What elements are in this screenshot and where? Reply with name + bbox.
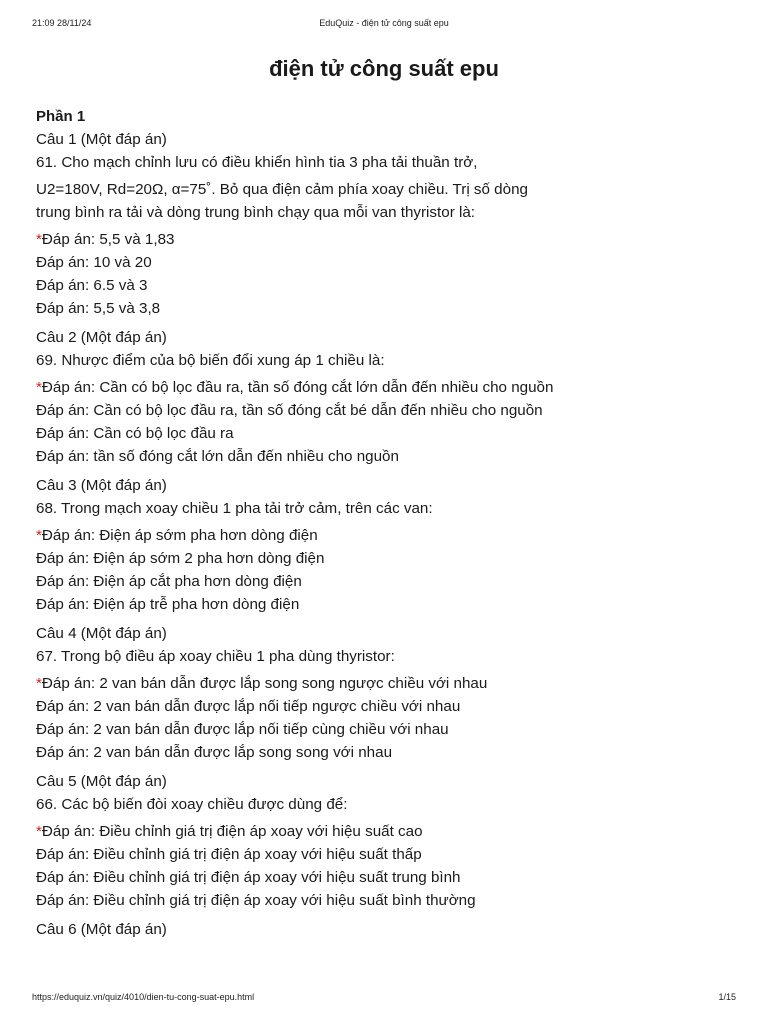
answer-correct [36,820,732,843]
answer-list [36,376,732,469]
question-text [36,793,732,816]
answer-text: Đáp án: 5,5 và 1,83 [41,230,175,248]
answer-correct [36,376,732,399]
question-text-line: 68. Trong mạch xoay chiều 1 pha tải trở cảm, trên các van: [36,500,433,518]
answer-option: Đáp án: 10 và 20 [36,253,152,271]
correct-marker: * [36,230,42,248]
answer-option: Đáp án: 2 van bán dẫn được lắp nối tiếp cùng chiều với nhau [36,721,449,739]
answer-list [36,524,732,617]
question-text [36,497,732,520]
question-2 [36,326,732,468]
answer-option: Đáp án: Điện áp sớm 2 pha hơn dòng điện [36,549,325,567]
answer-option: Đáp án: Điều chỉnh giá trị điện áp xoay với hiệu suất thấp [36,845,422,863]
answer-option: Đáp án: tần số đóng cắt lớn dẫn đến nhiều cho nguồn [36,448,399,466]
question-text-line: U2=180V, Rd=20Ω, α=75˚. Bỏ qua điện cảm phía xoay chiều. Trị số dòng [36,181,528,199]
question-text-line: 69. Nhược điểm của bộ biến đổi xung áp 1 chiều là: [36,352,385,370]
question-5 [36,770,732,912]
page-title: điện tử công suất epu [269,56,499,81]
correct-marker: * [36,378,42,396]
print-url: https://eduquiz.vn/quiz/4010/dien-tu-cong-suat-epu.html [32,992,255,1002]
question-3 [36,474,732,616]
page-number: 1/15 [718,992,736,1002]
correct-marker: * [36,822,42,840]
question-label: Câu 4 (Một đáp án) [36,625,167,643]
answer-option: Đáp án: 2 van bán dẫn được lắp nối tiếp ngược chiều với nhau [36,697,461,715]
quiz-content [36,106,732,947]
answer-list [36,228,732,321]
answer-option: Đáp án: Cần có bộ lọc đầu ra [36,425,234,443]
correct-marker: * [36,674,42,692]
section-title: Phần 1 [36,108,86,125]
answer-list [36,820,732,913]
question-text [36,151,732,225]
print-doc-title: EduQuiz - điện tử công suất epu [319,18,449,28]
answer-correct [36,672,732,695]
question-text [36,349,732,372]
question-label: Câu 5 (Một đáp án) [36,773,167,791]
question-label: Câu 6 (Một đáp án) [36,921,167,939]
print-footer [32,992,736,1006]
question-4 [36,622,732,764]
answer-option: Đáp án: 5,5 và 3,8 [36,300,161,318]
answer-option: Đáp án: Điều chỉnh giá trị điện áp xoay với hiệu suất trung bình [36,869,461,887]
answer-text: Đáp án: Điện áp sớm pha hơn dòng điện [41,526,318,544]
correct-marker: * [36,526,42,544]
answer-text: Đáp án: Điều chỉnh giá trị điện áp xoay với hiệu suất cao [41,822,423,840]
answer-option: Đáp án: Điều chỉnh giá trị điện áp xoay với hiệu suất bình thường [36,892,476,910]
question-6 [36,918,732,941]
answer-text: Đáp án: 2 van bán dẫn được lắp song song ngược chiều với nhau [41,674,488,692]
question-label: Câu 1 (Một đáp án) [36,131,167,148]
question-text-line: 67. Trong bộ điều áp xoay chiều 1 pha dùng thyristor: [36,648,395,666]
question-text-line: trung bình ra tải và dòng trung bình chạy qua mỗi van thyristor là: [36,204,476,222]
question-text-line: 61. Cho mạch chỉnh lưu có điều khiển hình tia 3 pha tải thuần trở, [36,154,478,171]
print-datetime: 21:09 28/11/24 [32,18,92,28]
question-1 [36,128,732,320]
answer-list [36,672,732,765]
answer-option: Đáp án: 2 van bán dẫn được lắp song song với nhau [36,744,393,762]
answer-option: Đáp án: Điện áp trễ pha hơn dòng điện [36,596,300,614]
question-label: Câu 2 (Một đáp án) [36,329,167,347]
answer-correct [36,524,732,547]
question-text-line: 66. Các bộ biến đòi xoay chiều được dùng để: [36,796,348,814]
question-text [36,645,732,668]
answer-option: Đáp án: Cần có bộ lọc đầu ra, tần số đóng cắt bé dẫn đến nhiều cho nguồn [36,401,543,419]
print-header [32,18,736,32]
answer-option: Đáp án: Điện áp cắt pha hơn dòng điện [36,573,302,591]
answer-option: Đáp án: 6.5 và 3 [36,277,148,295]
answer-correct [36,228,732,251]
answer-text: Đáp án: Cần có bộ lọc đầu ra, tần số đóng cắt lớn dẫn đến nhiều cho nguồn [41,378,554,396]
question-label: Câu 3 (Một đáp án) [36,477,167,495]
